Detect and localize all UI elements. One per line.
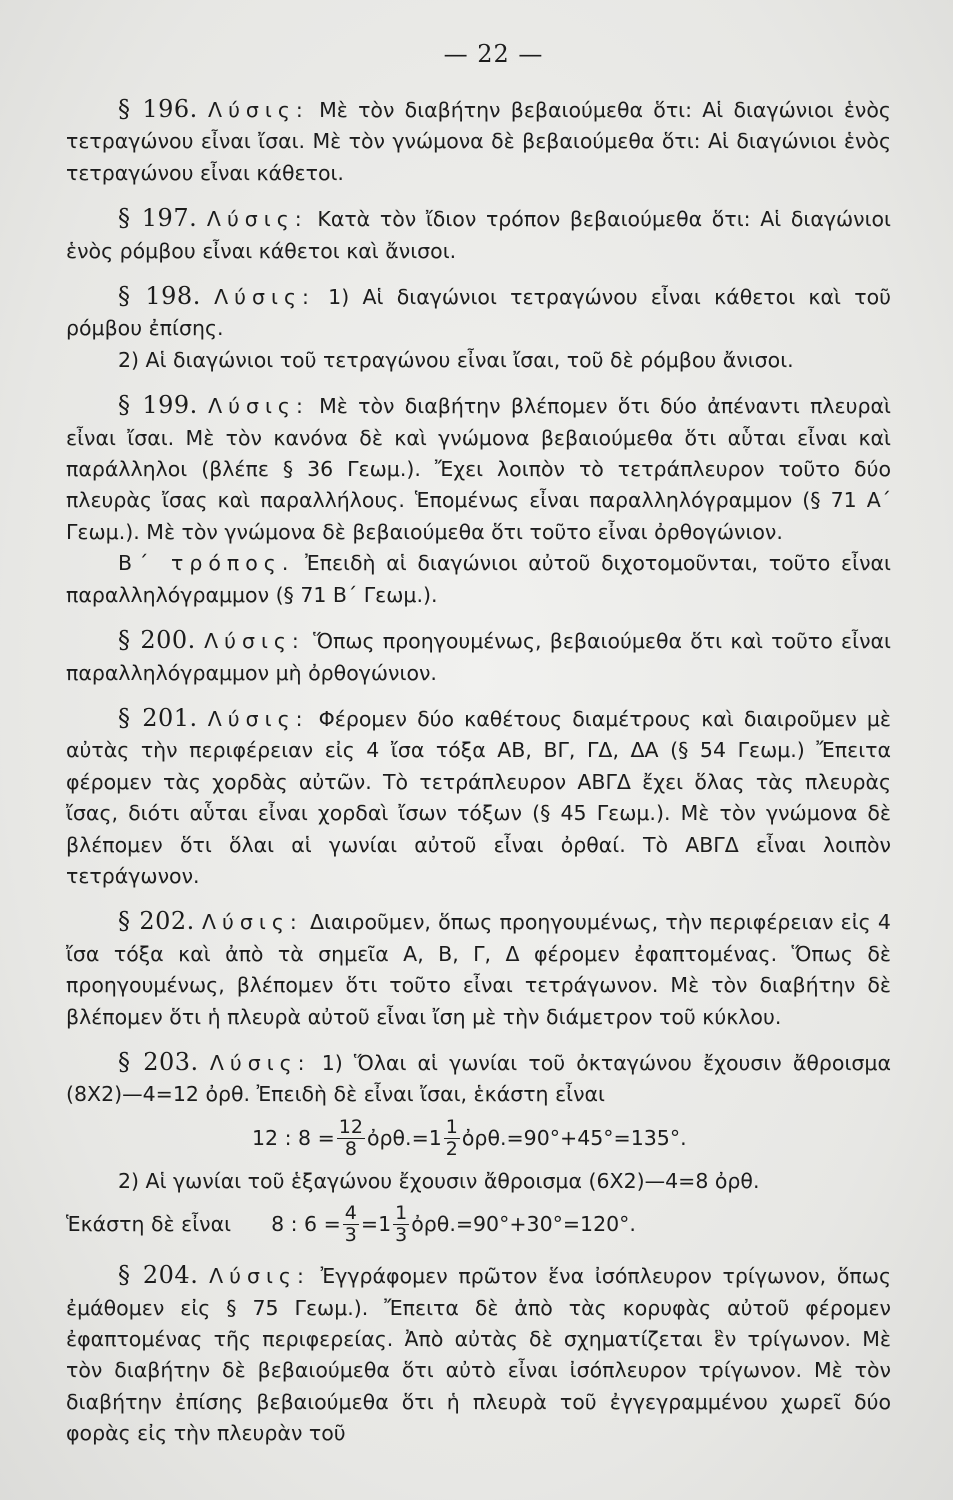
- section-202: [66, 906, 891, 1033]
- section-number: § 198.: [118, 282, 201, 311]
- lysis-label: Λύσις:: [209, 1264, 310, 1289]
- denominator: 2: [445, 1137, 458, 1160]
- eq-lhs: 12 : 8 =: [252, 1125, 335, 1150]
- lysis-label: Λύσις:: [208, 98, 309, 122]
- denominator: 8: [344, 1137, 357, 1160]
- section-text: 1) Ὅλαι αἱ γωνίαι τοῦ ὀκταγώνου ἔχουσιν ἄθροισμα (8Χ2)—4=12 ὀρθ. Ἐπειδὴ δὲ εἶναι ἴσαι, ἑκάστη εἶναι: [66, 1050, 891, 1107]
- section-number: § 202.: [118, 907, 195, 936]
- numerator: 1: [445, 1115, 458, 1138]
- eq-rhs: ὀρθ.=90°+30°=120°.: [411, 1211, 636, 1236]
- section-text: 1) Αἱ διαγώνιοι τετραγώνου εἶναι κάθετοι καὶ τοῦ ρόμβου ἐπίσης.: [66, 285, 891, 341]
- lysis-label: Λύσις:: [214, 285, 315, 310]
- eq-rhs: ὀρθ.=90°+45°=135°.: [461, 1125, 687, 1150]
- section-text: Κατὰ τὸν ἴδιον τρόπον βεβαιούμεθα ὅτι: Αἱ διαγώνιοι ἑνὸς ρόμβου εἶναι κάθετοι καὶ ἄνισοι.: [66, 207, 891, 263]
- fraction: [393, 1203, 409, 1246]
- lysis-label: Λύσις:: [209, 1050, 311, 1075]
- section-198: [66, 281, 891, 345]
- numerator: 12: [338, 1115, 363, 1138]
- equation-octagon: [66, 1117, 891, 1160]
- eq-mid: =1: [360, 1211, 392, 1236]
- section-196: [66, 94, 891, 189]
- tropos-text: Ἐπειδὴ αἱ διαγώνιοι αὐτοῦ διχοτομοῦνται, τοῦτο εἶναι παραλληλόγραμμον (§ 71 Β΄ Γεωμ.).: [66, 551, 891, 607]
- section-number: § 196.: [118, 95, 198, 123]
- section-200: [66, 625, 891, 689]
- fraction: [343, 1203, 359, 1246]
- lysis-label: Λύσις:: [208, 394, 309, 419]
- lysis-label: Λύσις:: [207, 706, 309, 731]
- numerator: 4: [344, 1202, 357, 1225]
- denominator: 3: [344, 1224, 357, 1247]
- section-203: [66, 1047, 891, 1111]
- section-201: [66, 703, 891, 892]
- fraction: [444, 1117, 460, 1160]
- section-number: § 204.: [118, 1261, 199, 1290]
- lysis-label: Λύσις:: [204, 629, 305, 654]
- section-number: § 201.: [118, 703, 198, 732]
- denominator: 3: [395, 1224, 408, 1247]
- tropos-label: Β΄ τρόπος.: [118, 551, 295, 576]
- section-number: § 200.: [118, 626, 196, 655]
- eq-lhs: 8 : 6 =: [271, 1211, 341, 1236]
- section-number: § 197.: [118, 204, 198, 233]
- page-number: — 22 —: [443, 40, 544, 68]
- section-number: § 199.: [118, 391, 198, 420]
- fraction: [337, 1117, 365, 1160]
- lysis-label: Λύσις:: [206, 207, 308, 232]
- numerator: 1: [395, 1202, 408, 1225]
- section-198-part-2: 2) Αἱ διαγώνιοι τοῦ τετραγώνου εἶναι ἴσαι, τοῦ δὲ ρόμβου ἄνισοι.: [118, 347, 794, 372]
- section-text: Μὲ τὸν διαβήτην βλέπομεν ὅτι δύο ἀπέναντι πλευραὶ εἶναι ἴσαι. Μὲ τὸν κανόνα δὲ καὶ γνώμονα βεβαιούμεθα ὅτι αὗται εἶναι καὶ παράλληλοι (βλέπε § 36 Γεωμ.). Ἔχει λοιπὸν τὸ τετράπλευρον τοῦτο δύο πλευρὰς ἴσας καὶ παραλλήλους. Ἑπομένως εἶναι παραλληλόγραμμον (§ 71 Α΄ Γεωμ.). Μὲ τὸν γνώμονα δὲ βεβαιούμεθα ὅτι τοῦτο εἶναι ὀρθογώνιον.: [66, 394, 891, 544]
- section-199: [66, 390, 891, 548]
- section-text: Φέρομεν δύο καθέτους διαμέτρους καὶ διαιροῦμεν μὲ αὐτὰς τὴν περιφέρειαν εἰς 4 ἴσα τόξα ΑΒ, ΒΓ, ΓΔ, ΔΑ (§ 54 Γεωμ.) Ἔπειτα φέρομεν τὰς χορδὰς αὐτῶν. Τὸ τετράπλευρον ΑΒΓΔ ἔχει ὅλας τὰς πλευρὰς ἴσας, διότι αὗται εἶναι χορδαὶ ἴσων τόξων (§ 45 Γεωμ.). Μὲ τὸν γνώμονα δὲ βλέπομεν ὅτι ὅλαι αἱ γωνίαι αὐτοῦ εἶναι ὀρθαί. Τὸ ΑΒΓΔ εἶναι λοιπὸν τετράγωνον.: [66, 706, 891, 888]
- section-text: Ὅπως προηγουμένως, βεβαιούμεθα ὅτι καὶ τοῦτο εἶναι παραλληλόγραμμον μὴ ὀρθογώνιον.: [66, 629, 891, 685]
- lysis-label: Λύσις:: [202, 910, 303, 935]
- section-number: § 203.: [118, 1047, 199, 1076]
- eq-mid: ὀρθ.=1: [366, 1125, 442, 1150]
- eq-lead: Ἑκάστη δὲ εἶναι: [66, 1211, 232, 1236]
- section-197: [66, 203, 891, 267]
- section-199-tropos-b: [66, 548, 891, 611]
- section-text: Ἐγγράφομεν πρῶτον ἕνα ἰσόπλευρον τρίγωνον, ὅπως ἐμάθομεν εἰς § 75 Γεωμ.). Ἔπειτα δὲ ἀπὸ τὰς κορυφὰς αὐτοῦ φέρομεν ἐφαπτομένας τῆς περιφερείας. Ἀπὸ αὐτὰς δὲ σχηματίζεται ἓν τρίγωνον. Μὲ τὸν διαβήτην δὲ βεβαιούμεθα ὅτι αὐτὸ εἶναι ἰσόπλευρον τρίγωνον. Μὲ τὸν διαβήτην ἐπίσης βεβαιούμεθα ὅτι ἡ πλευρὰ τοῦ ἐγγεγραμμένου χωρεῖ δύο φορὰς εἰς τὴν πλευρὰν τοῦ: [66, 1264, 891, 1446]
- equation-hexagon: [66, 1203, 891, 1246]
- section-204: [66, 1260, 891, 1449]
- section-text: Μὲ τὸν διαβήτην βεβαιούμεθα ὅτι: Αἱ διαγώνιοι ἑνὸς τετραγώνου εἶναι ἴσαι. Μὲ τὸν γνώμονα δὲ βεβαιούμεθα ὅτι: Αἱ διαγώνιοι ἑνὸς τετραγώνου εἶναι κάθετοι.: [66, 98, 891, 185]
- section-text: Διαιροῦμεν, ὅπως προηγουμένως, τὴν περιφέρειαν εἰς 4 ἴσα τόξα καὶ ἀπὸ τὰ σημεῖα Α, Β, Γ, Δ φέρομεν ἐφαπτομένας. Ὅπως δὲ προηγουμένως, βλέπομεν ὅτι τοῦτο εἶναι τετράγωνον. Μὲ τὸν διαβήτην δὲ βλέπομεν ὅτι ἡ πλευρὰ αὐτοῦ εἶναι ἴση μὲ τὴν διάμετρον τοῦ κύκλου.: [66, 910, 891, 1029]
- section-203-part-2: 2) Αἱ γωνίαι τοῦ ἑξαγώνου ἔχουσιν ἄθροισμα (6Χ2)—4=8 ὀρθ.: [118, 1168, 760, 1193]
